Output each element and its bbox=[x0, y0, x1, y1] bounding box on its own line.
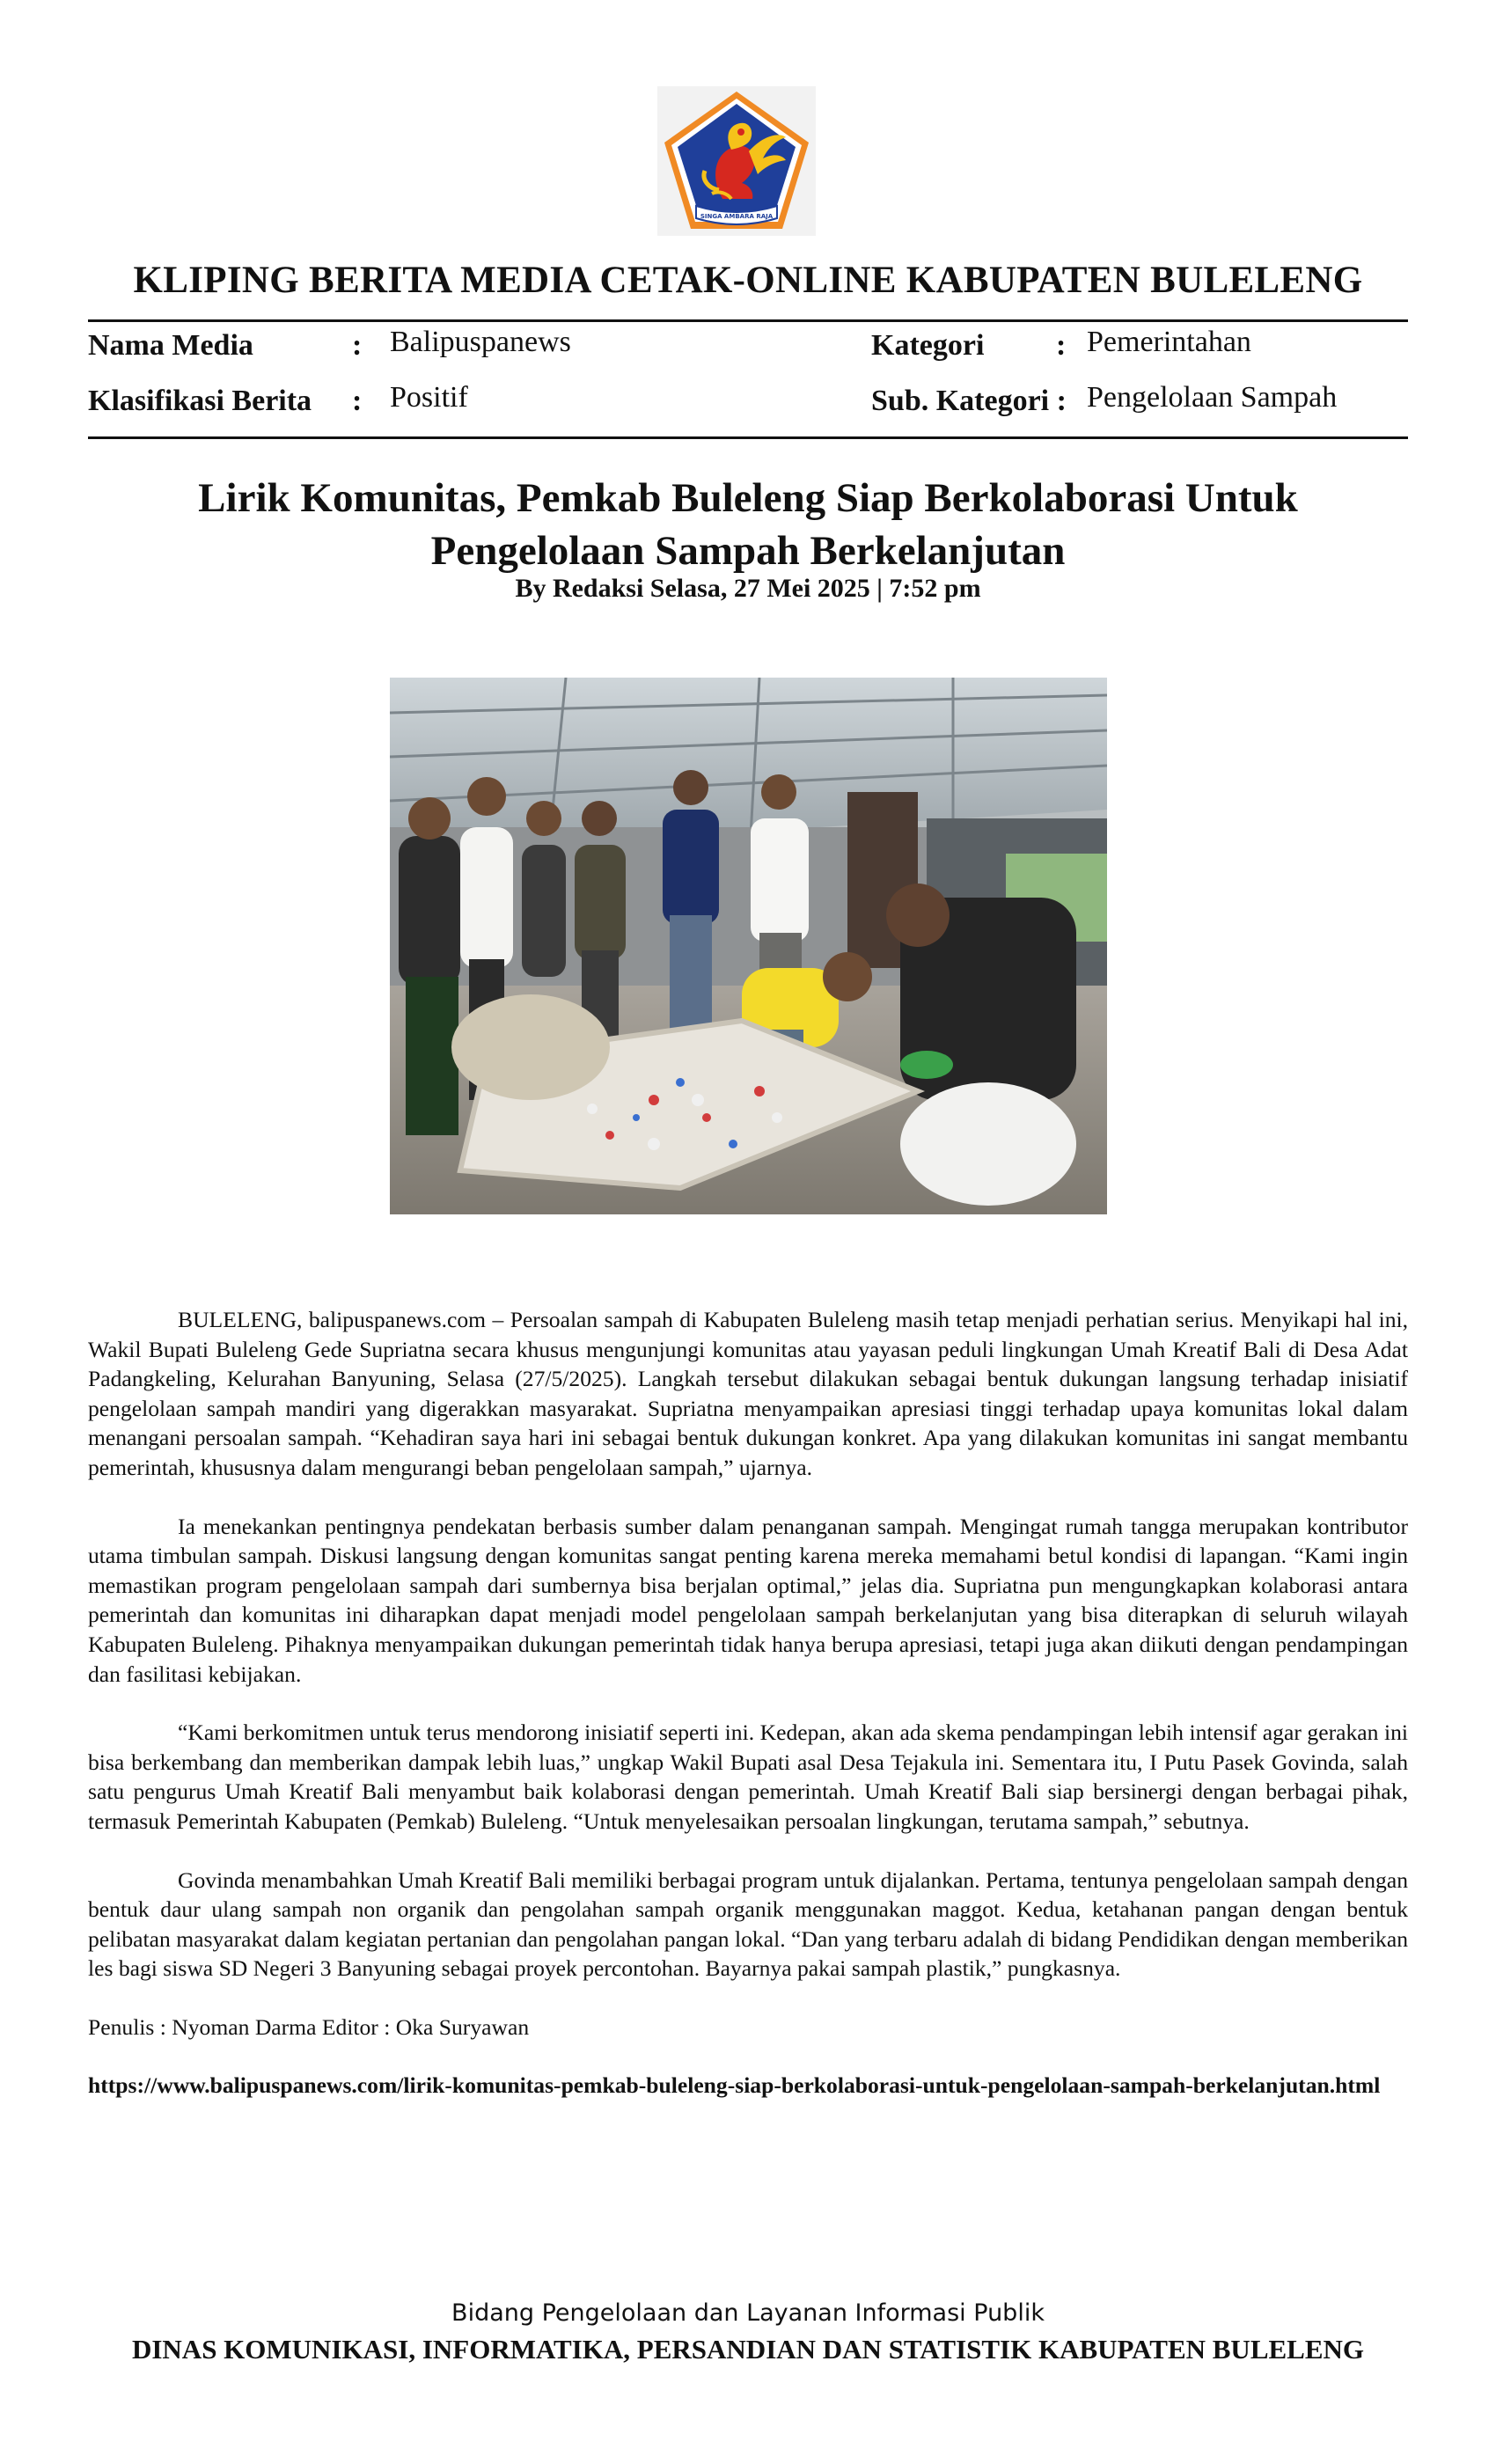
subcategory-label: Sub. Kategori : bbox=[871, 385, 1067, 417]
header-bottom-rule bbox=[88, 436, 1408, 439]
subcategory-value: Pengelolaan Sampah bbox=[1087, 381, 1338, 414]
article-body bbox=[88, 1305, 1408, 2130]
media-name-label: Nama Media bbox=[88, 329, 253, 362]
footer-division: Bidang Pengelolaan dan Layanan Informasi Publik bbox=[451, 2299, 1045, 2327]
article-paragraph-3: “Kami berkomitmen untuk terus mendorong inisiatif seperti ini. Kedepan, akan ada skema pendampingan lebih intensif agar gerakan ini bisa berkembang dan memberikan dampak lebih luas,” ungkap Wakil Bupati asal Desa Tejakula ini. Sementara itu, I Putu Pasek Govinda, salah satu pengurus Umah Kreatif Bali menyambut baik kolaborasi dengan pemerintah. Umah Kreatif Bali siap bersinergi dengan berbagai pihak, termasuk Pemerintah Kabupaten (Pemkab) Buleleng. “Untuk menyelesaikan persoalan lingkungan, terutama sampah,” sebutnya. bbox=[88, 1720, 1408, 1834]
article-paragraph-1: BULELENG, balipuspanews.com – Persoalan sampah di Kabupaten Buleleng masih tetap menjadi perhatian serius. Menyikapi hal ini, Wakil Bupati Buleleng Gede Supriatna secara khusus mengunjungi komunitas atau yayasan peduli lingkungan Umah Kreatif Bali di Desa Adat Padangkeling, Kelurahan Banyuning, Selasa (27/5/2025). Langkah tersebut dilakukan sebagai bentuk dukungan langsung terhadap inisiatif pengelolaan sampah mandiri yang digerakkan masyarakat. Supriatna menyampaikan apresiasi tinggi terhadap upaya komunitas lokal dalam menangani persoalan sampah. “Kehadiran saya hari ini sebagai bentuk dukungan konkret. Apa yang dilakukan komunitas ini sangat membantu pemerintah, khususnya dalam mengurangi beban pengelolaan sampah,” ujarnya. bbox=[88, 1307, 1408, 1480]
media-name-colon: : bbox=[352, 329, 363, 362]
article-credits: Penulis : Nyoman Darma Editor : Oka Suryawan bbox=[88, 2013, 530, 2040]
category-colon: : bbox=[1056, 329, 1067, 362]
article-byline: By Redaksi Selasa, 27 Mei 2025 | 7:52 pm bbox=[515, 574, 981, 603]
media-name-value: Balipuspanews bbox=[390, 326, 571, 358]
regency-logo bbox=[657, 86, 816, 236]
category-label: Kategori bbox=[871, 329, 985, 362]
header-top-rule bbox=[88, 319, 1408, 322]
article-photo bbox=[390, 678, 1107, 1214]
logo-motto: SINGA AMBARA RAJA bbox=[700, 213, 774, 220]
article-paragraph-2: Ia menekankan pentingnya pendekatan berbasis sumber dalam penanganan sampah. Mengingat rumah tangga merupakan kontributor utama timbulan sampah. Diskusi langsung dengan komunitas sangat penting karena mereka memahami betul kondisi di lapangan. “Kami ingin memastikan program pengelolaan sampah dari sumbernya bisa berjalan optimal,” jelas dia. Supriatna pun mengungkapkan kolaborasi antara pemerintah dan komunitas ini diharapkan dapat menjadi model pengelolaan sampah berkelanjutan yang bisa diterapkan di seluruh wilayah Kabupaten Buleleng. Pihaknya menyampaikan dukungan pemerintah tidak hanya berupa apresiasi, tetapi juga akan diikuti dengan pendampingan dan fasilitasi kebijakan. bbox=[88, 1513, 1408, 1687]
classification-value: Positif bbox=[390, 381, 468, 414]
article-source-url[interactable]: https://www.balipuspanews.com/lirik-komunitas-pemkab-buleleng-siap-berkolaborasi-untuk-pengelolaan-sampah-berkelanjutan.html bbox=[88, 2072, 1381, 2099]
classification-colon: : bbox=[352, 385, 363, 417]
article-paragraph-4: Govinda menambahkan Umah Kreatif Bali memiliki berbagai program untuk dijalankan. Pertama, tentunya pengelolaan sampah dengan bentuk daur ulang sampah non organik dan pengolahan sampah organik menggunakan maggot. Kedua, ketahanan pangan dengan bentuk pelibatan masyarakat dalam kegiatan pertanian dan pengolahan pangan lokal. “Dan yang terbaru adalah di bidang Pendidikan dengan memberikan les bagi siswa SD Negeri 3 Banyuning sebagai proyek percontohan. Bayarnya pakai sampah plastik,” pungkasnya. bbox=[88, 1866, 1408, 1982]
classification-label: Klasifikasi Berita bbox=[88, 385, 312, 417]
category-value: Pemerintahan bbox=[1087, 326, 1251, 358]
footer-agency: DINAS KOMUNIKASI, INFORMATIKA, PERSANDIAN DAN STATISTIK KABUPATEN BULELENG bbox=[131, 2334, 1365, 2365]
clipping-header-title: KLIPING BERITA MEDIA CETAK-ONLINE KABUPATEN BULELENG bbox=[133, 260, 1363, 301]
article-title: Lirik Komunitas, Pemkab Buleleng Siap Berkolaborasi Untuk Pengelolaan Sampah Berkelanjutan bbox=[198, 475, 1298, 574]
